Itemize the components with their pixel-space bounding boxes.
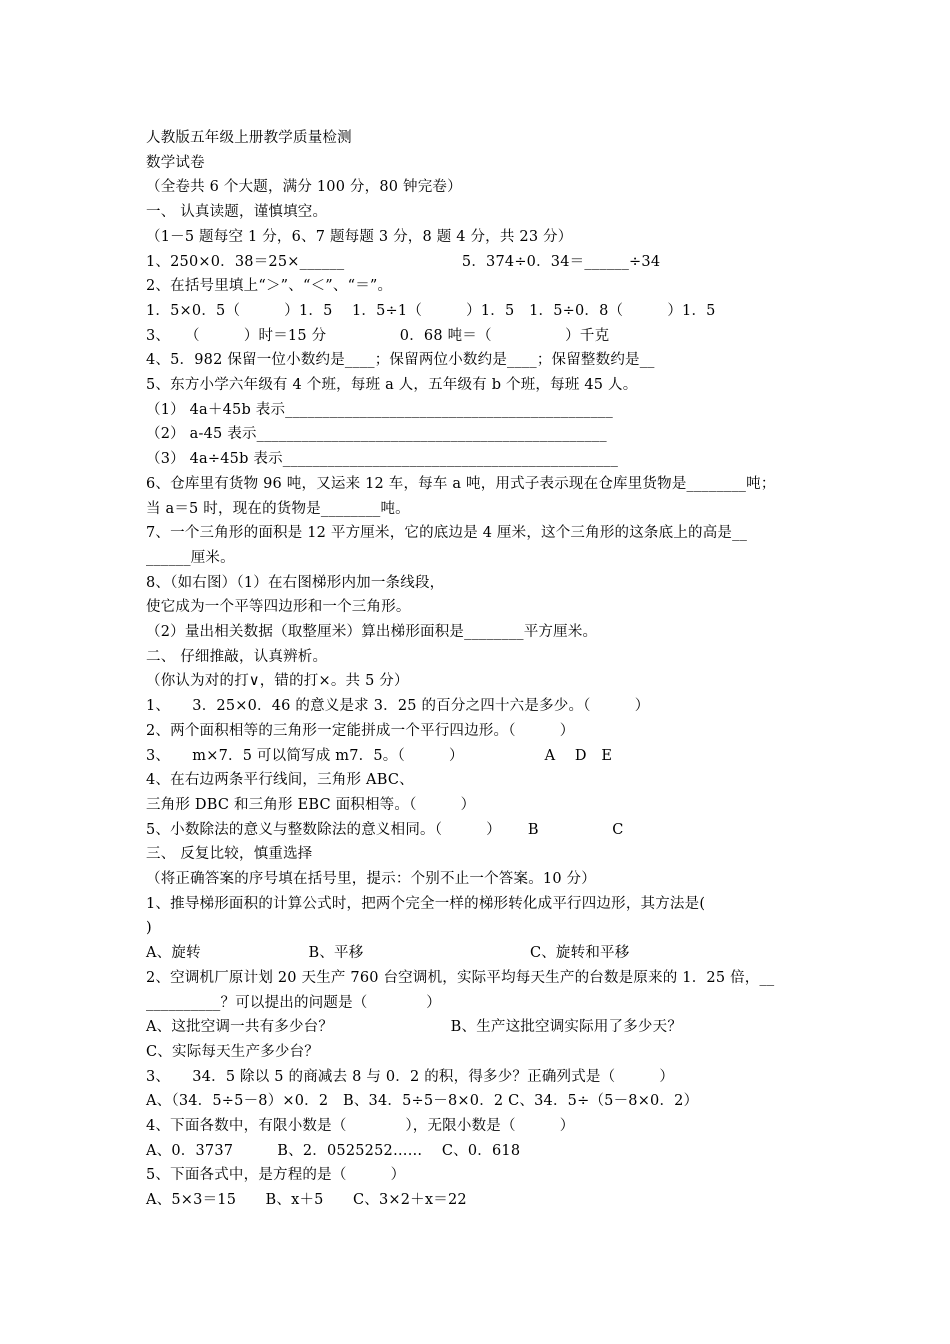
document-line: 三角形 DBC 和三角形 EBC 面积相等。（ ） — [146, 796, 476, 813]
document-line: 人教版五年级上册教学质量检测 — [146, 130, 352, 146]
document-line: 3、 m×7．5 可以简写成 m7．5。（ ） A D E — [146, 747, 613, 764]
document-line: 2、在括号里填上“＞”、“＜”、“＝”。 — [146, 278, 393, 295]
document-line: 4、在右边两条平行线间，三角形 ABC、 — [146, 772, 414, 789]
document-line: 5、东方小学六年级有 4 个班，每班 a 人，五年级有 b 个班，每班 45 人。 — [146, 377, 638, 393]
document-line: A、5×3＝15 B、x＋5 C、3×2＋x＝22 — [146, 1192, 467, 1209]
document-line: ______厘米。 — [146, 549, 235, 566]
document-line: A、这批空调一共有多少台？ B、生产这批空调实际用了多少天？ — [146, 1019, 683, 1036]
document-line: （1） 4a＋45b 表示____________________________________________ — [146, 401, 613, 418]
document-line: 6、仓库里有货物 96 吨，又运来 12 车，每车 a 吨，用式子表示现在仓库里货物是________吨； — [146, 475, 776, 492]
document-line: （1－5 题每空 1 分，6、7 题每题 3 分，8 题 4 分，共 23 分） — [146, 228, 573, 245]
document-line: A、（34．5÷5－8）×0．2 B、34．5÷5－8×0．2 C、34．5÷（5－8×0．2） — [146, 1093, 699, 1110]
document-line: 使它成为一个平等四边形和一个三角形。 — [146, 599, 411, 616]
document-line: ) — [146, 920, 152, 937]
document-line: 4、下面各数中，有限小数是（ ），无限小数是（ ） — [146, 1118, 575, 1134]
document-line: 1、 3．25×0．46 的意义是求 3．25 的百分之四十六是多少。（ ） — [146, 698, 650, 715]
document-line: （2） a-45 表示_______________________________________________ — [146, 426, 607, 443]
document-line: 当 a＝5 时，现在的货物是________吨。 — [146, 500, 410, 517]
document-line: 二、 仔细推敲，认真辨析。 — [146, 648, 328, 665]
document-line: （3） 4a÷45b 表示_____________________________________________ — [146, 451, 619, 468]
document-line: 7、一个三角形的面积是 12 平方厘米，它的底边是 4 厘米，这个三角形的这条底上的高是__ — [146, 525, 748, 542]
document-line: 2、两个面积相等的三角形一定能拼成一个平行四边形。（ ） — [146, 722, 575, 739]
document-line: 2、空调机厂原计划 20 天生产 760 台空调机，实际平均每天生产的台数是原来的 1．25 倍，__ — [146, 969, 775, 986]
document-line: 4、5．982 保留一位小数约是____；保留两位小数约是____；保留整数约是__ — [146, 352, 655, 369]
document-line: （全卷共 6 个大题，满分 100 分，80 钟完卷） — [146, 179, 462, 196]
document-line: A、旋转 B、平移 C、旋转和平移 — [146, 945, 630, 962]
document-line: __________？可以提出的问题是（ ） — [146, 994, 441, 1011]
document-line: C、实际每天生产多少台？ — [146, 1043, 319, 1060]
document-line: A、0．3737 B、2．0525252…… C、0．618 — [146, 1142, 521, 1159]
document-line: 8、（如右图）（1）在右图梯形内加一条线段， — [146, 574, 445, 591]
document-line: 5、下面各式中，是方程的是（ ） — [146, 1167, 406, 1184]
document-line: 1、推导梯形面积的计算公式时，把两个完全一样的梯形转化成平行四边形，其方法是( — [146, 895, 706, 912]
document-line: 1．5×0．5（ ）1．5 1．5÷1（ ）1．5 1．5÷0．8（ ）1．5 — [146, 302, 716, 319]
document-line: （将正确答案的序号填在括号里，提示：个别不止一个答案。10 分） — [146, 871, 596, 887]
document-line: 1、250×0．38＝25×______ 5．374÷0．34＝______÷34 — [146, 253, 661, 270]
document-line: 3、 （ ）时＝15 分 0．68 吨＝（ ）千克 — [146, 327, 610, 344]
document-line: 3、 34．5 除以 5 的商减去 8 与 0．2 的积，得多少？正确列式是（ ） — [146, 1068, 675, 1085]
document-line: 5、小数除法的意义与整数除法的意义相同。（ ） B C — [146, 821, 624, 838]
document-line: 一、 认真读题，谨慎填空。 — [146, 204, 328, 221]
document-line: （你认为对的打∨，错的打×。共 5 分） — [146, 673, 409, 690]
document-line: （2）量出相关数据（取整厘米）算出梯形面积是________平方厘米。 — [146, 624, 598, 640]
document-line: 数学试卷 — [146, 154, 205, 171]
document-line: 三、 反复比较，慎重选择 — [146, 846, 313, 863]
